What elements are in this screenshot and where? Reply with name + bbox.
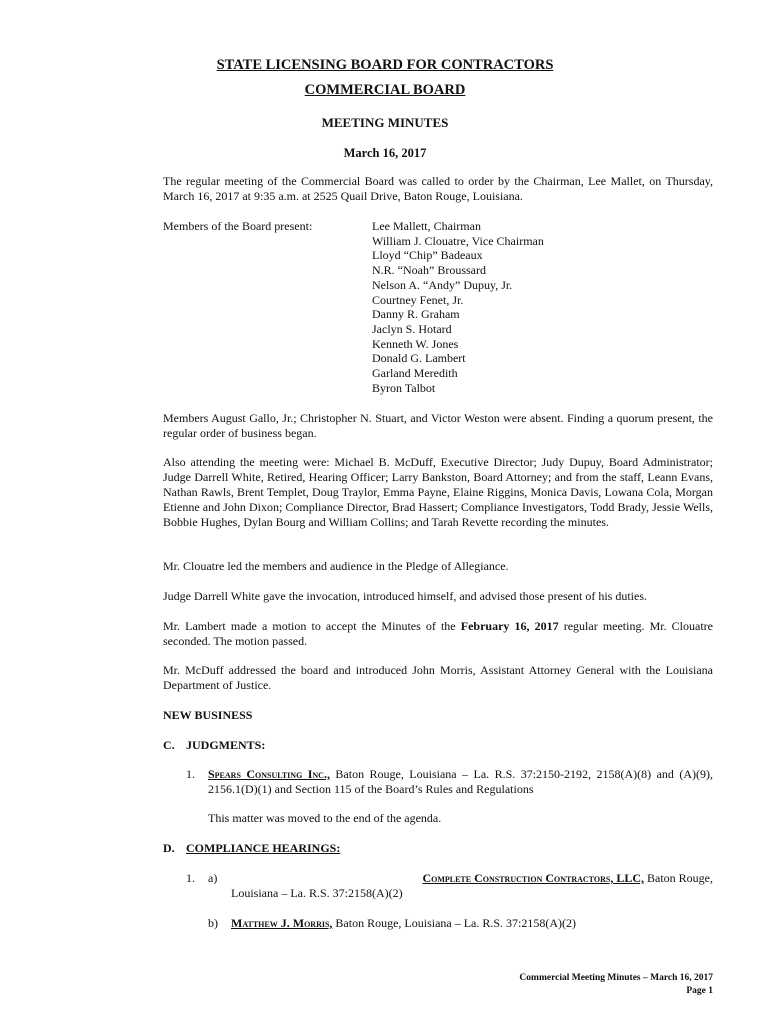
member-item: Lloyd “Chip” Badeaux [372,248,483,263]
respondent-name: Complete Construction Contractors, LLC, [422,871,644,885]
item-c1-number: 1. [186,767,195,781]
member-item: Danny R. Graham [372,307,460,322]
statute-text: Baton Rouge, Louisiana – La. R.S. 37:2150-2192, 2158(A)(8) and (A)(9), 2156.1(D)(1) and Section 115 of the Board’s Rules and Regulations [208,767,714,796]
member-item: Kenneth W. Jones [372,336,459,351]
section-d-title: COMPLIANCE HEARINGS: [186,841,341,855]
item-c1-text [208,767,713,797]
member-item: N.R. “Noah” Broussard [372,263,486,278]
item-d1-number: 1. [186,871,195,885]
invocation-paragraph: Judge Darrell White gave the invocation, introduced himself, and advised those present of his duties. [163,589,647,603]
document-title: MEETING MINUTES [321,115,449,130]
member-item: Courtney Fenet, Jr. [372,292,464,307]
item-c1-note: This matter was moved to the end of the agenda. [208,811,442,825]
item-d1a-line2: Louisiana – La. R.S. 37:2158(A)(2) [231,886,403,900]
attending-paragraph: Also attending the meeting were: Michael B. McDuff, Executive Director; Judy Dupuy, Board Administrator; Judge Darrell White, Retired, Hearing Officer; Larry Bankston, Board Attorney; and from the staff, Leann Evans, Nathan Rawls, Brent Templet, Doug Traylor, Emma Payne, Elaine Riggins, Monica Davis, Lowana Cola, Morgan Etienne and John Dixon; Compliance Director, Brad Hassert; Compliance Investigators, Todd Brady, Jessie Wells, Bobbie Hughes, Dylan Bourg and William Collins; and Tarah Revette recording the minutes. [163,455,713,529]
motion-text: Mr. Lambert made a motion to accept the Minutes of the [163,619,461,633]
mcduff-paragraph: Mr. McDuff addressed the board and introduced John Morris, Assistant Attorney General with the Louisiana Department of Justice. [163,663,713,692]
footer-title: Commercial Meeting Minutes – March 16, 2017 [519,973,713,983]
page-number: Page 1 [686,986,713,996]
minutes-motion-paragraph [163,619,713,649]
absent-paragraph: Members August Gallo, Jr.; Christopher N. Stuart, and Victor Weston were absent. Finding a quorum present, the regular order of business began. [163,411,713,440]
section-c-title: JUDGMENTS: [186,738,266,752]
item-d1b-text [231,916,576,931]
item-d1a-line1 [344,871,713,886]
section-d-letter: D. [163,841,175,855]
members-label: Members of the Board present: [163,219,313,233]
pledge-paragraph: Mr. Clouatre led the members and audience in the Pledge of Allegiance. [163,559,509,573]
meeting-date: March 16, 2017 [343,146,427,160]
item-d1b-letter: b) [208,916,218,930]
member-item: Nelson A. “Andy” Dupuy, Jr. [372,277,513,292]
board-title: STATE LICENSING BOARD FOR CONTRACTORS [216,57,554,73]
respondent-name: Spears Consulting Inc., [208,767,330,781]
intro-paragraph: The regular meeting of the Commercial Board was called to order by the Chairman, Lee Mallet, on Thursday, March 16, 2017 at 9:35 a.m. at 2525 Quail Drive, Baton Rouge, Louisiana. [163,174,713,203]
new-business-heading: NEW BUSINESS [163,708,253,722]
member-item: Garland Meredith [372,366,458,381]
member-item: William J. Clouatre, Vice Chairman [372,233,544,248]
respondent-name: Matthew J. Morris, [231,916,333,930]
section-c-letter: C. [163,738,175,752]
members-list [372,219,544,395]
page-footer [519,972,713,998]
motion-text: regular meeting. Mr. Clouatre seconded. The motion passed. [163,619,714,648]
statute-text: Baton Rouge, Louisiana – La. R.S. 37:2158(A)(2) [332,916,577,930]
item-d1a-letter: a) [208,871,218,885]
board-subtitle: COMMERCIAL BOARD [304,82,466,98]
location-text: Baton Rouge, [644,871,713,885]
member-item: Jaclyn S. Hotard [372,321,452,336]
member-item: Donald G. Lambert [372,351,466,366]
member-item: Lee Mallett, Chairman [372,219,481,233]
motion-date: February 16, 2017 [460,619,559,633]
member-item: Byron Talbot [372,380,436,395]
